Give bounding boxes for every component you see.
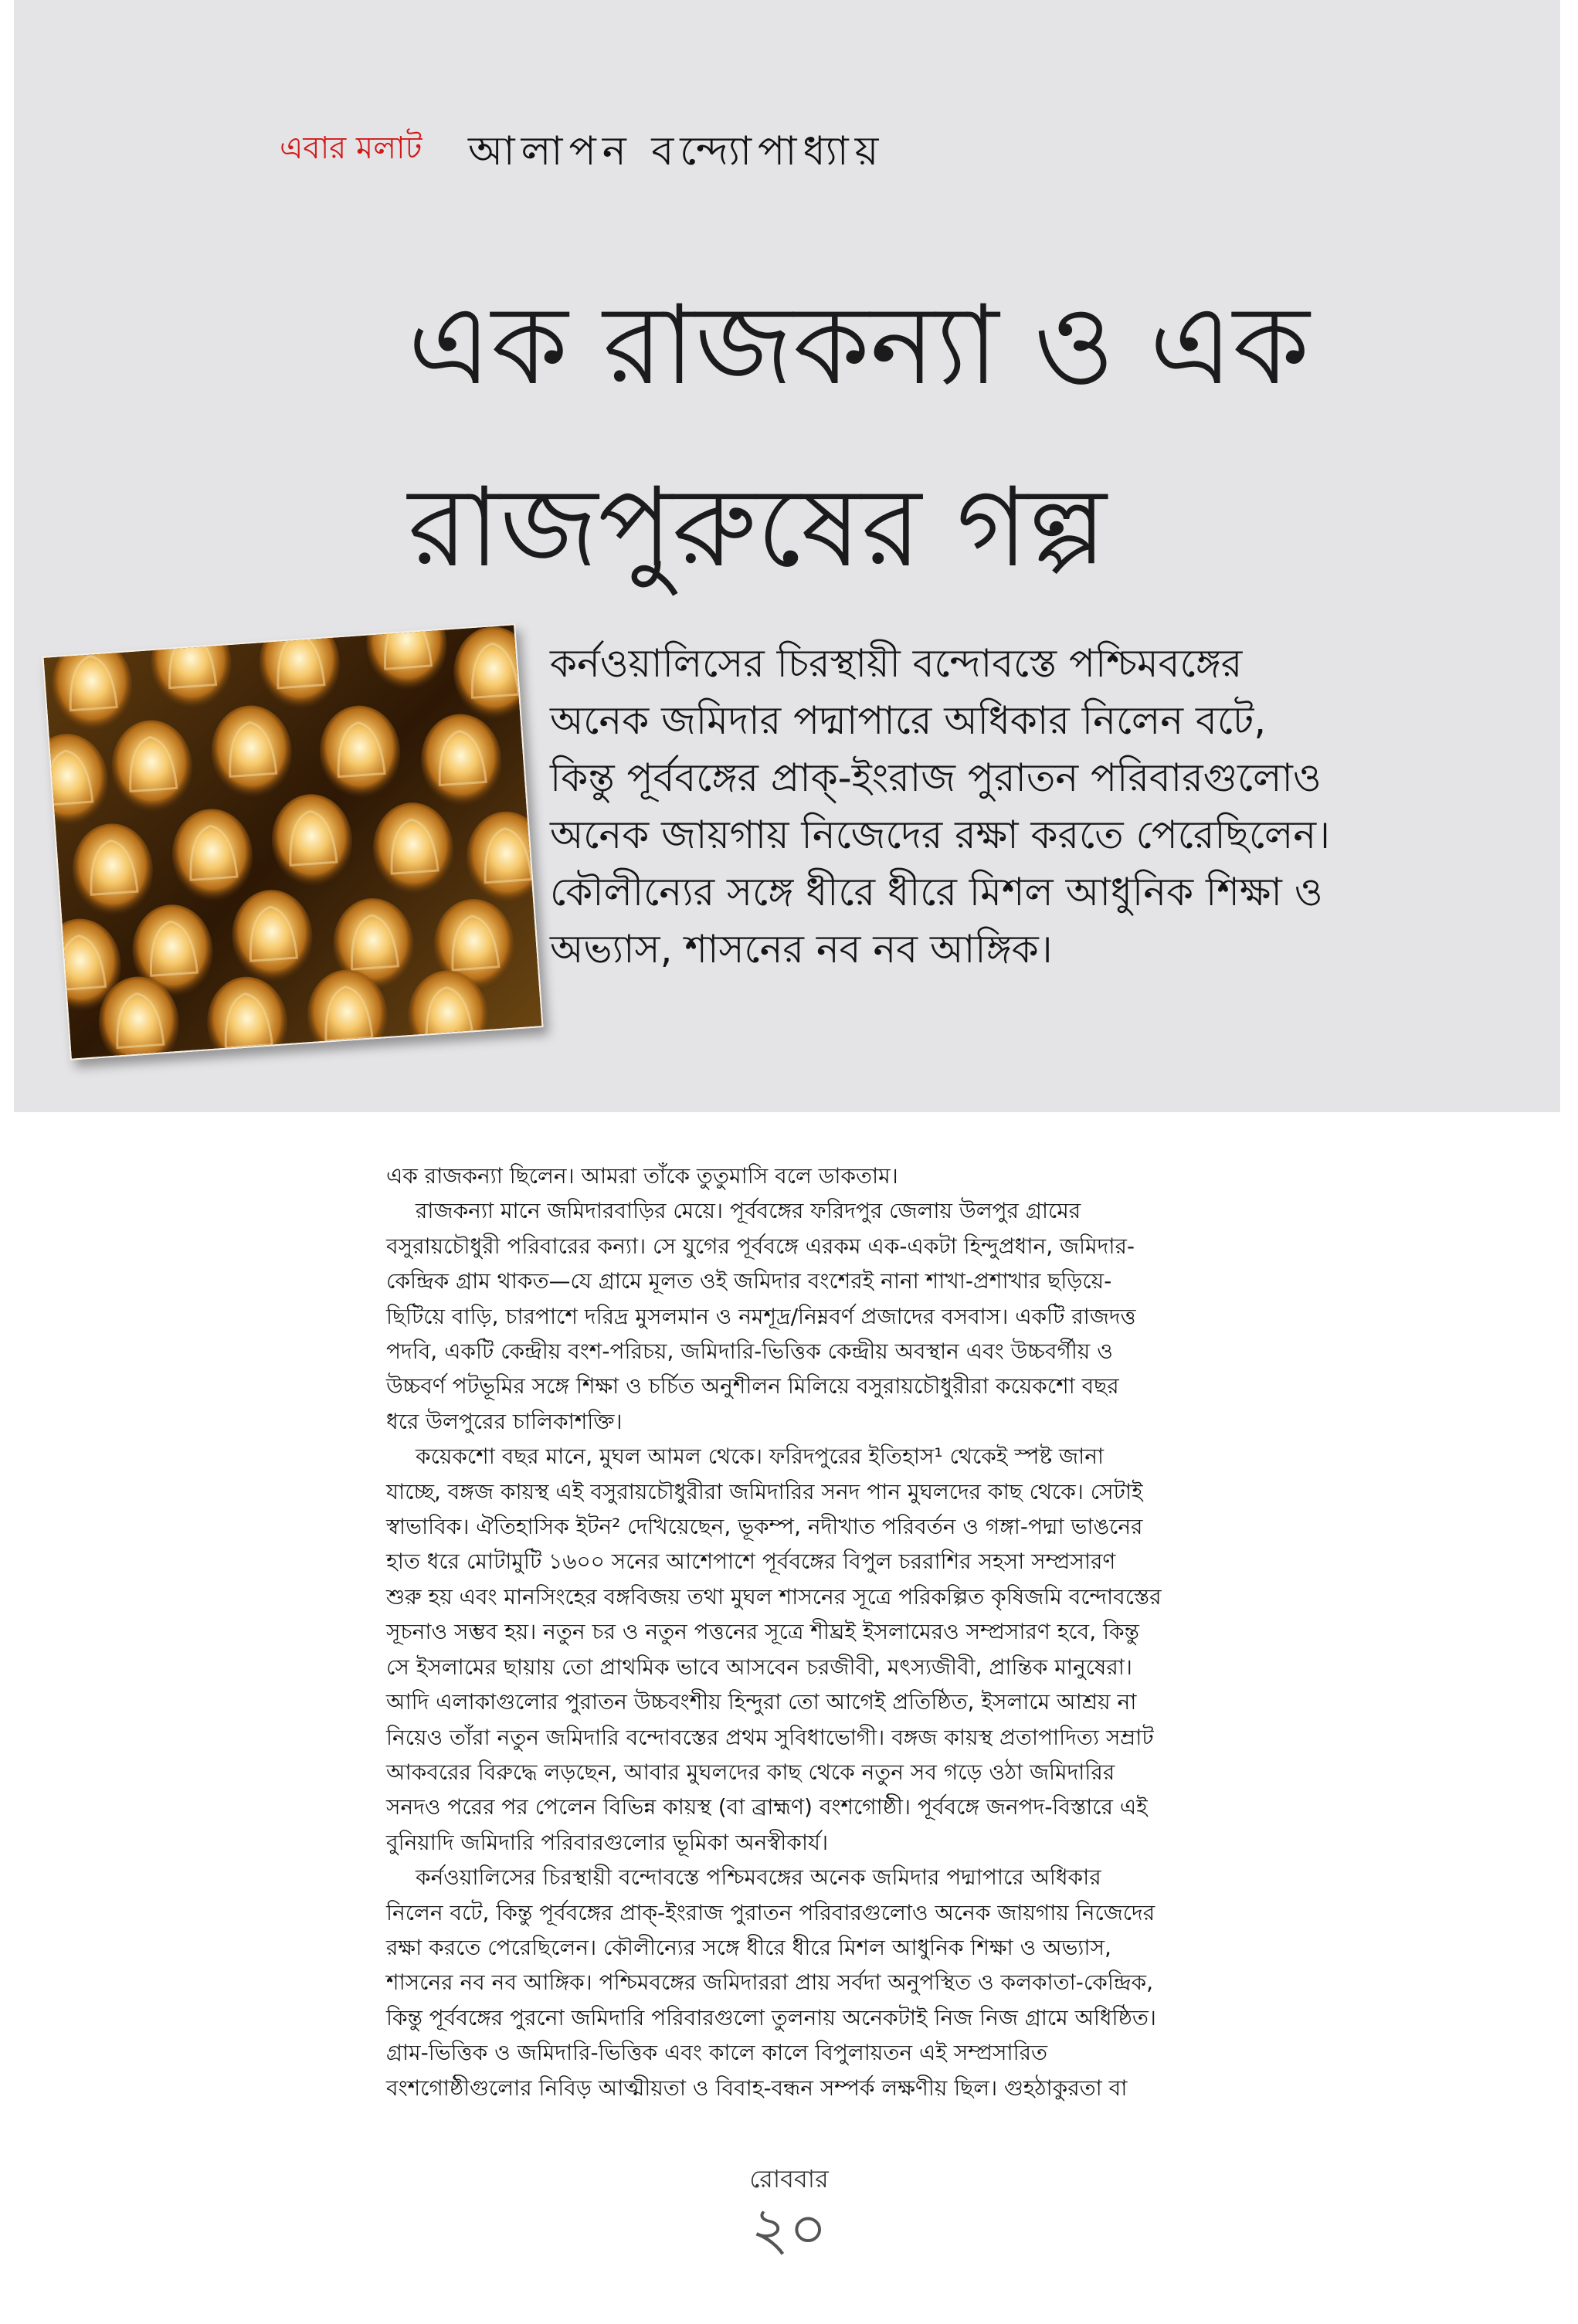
- standfirst: [550, 635, 1508, 978]
- author-byline: আলাপন বন্দ্যোপাধ্যায়: [468, 128, 885, 175]
- body-line: কয়েকশো বছর মানে, মুঘল আমল থেকে। ফরিদপুরের ইতিহাস¹ থেকেই স্পষ্ট জানা: [416, 1444, 1105, 1470]
- headline-line-2: রাজপুরুষের গল্প: [408, 464, 1107, 592]
- publication-name: রোববার: [749, 2164, 829, 2193]
- body-line: আদি এলাকাগুলোর পুরাতন উচ্চবংশীয় হিন্দুরা তো আগেই প্রতিষ্ঠিত, ইসলামে আশ্রয় না: [386, 1689, 1137, 1715]
- body-line: হাত ধরে মোটামুটি ১৬০০ সনের আশেপাশে পূর্ববঙ্গের বিপুল চররাশির সহসা সম্প্রসারণ: [386, 1549, 1116, 1575]
- chandelier-photo: [42, 623, 543, 1060]
- body-line: বুনিয়াদি জমিদারি পরিবারগুলোর ভূমিকা অনস্বীকার্য।: [386, 1829, 829, 1855]
- body-line: সূচনাও সম্ভব হয়। নতুন চর ও নতুন পত্তনের সূত্রে শীঘ্রই ইসলামেরও সম্প্রসারণ হবে, কিন্তু: [386, 1619, 1139, 1645]
- body-line: এক রাজকন্যা ছিলেন। আমরা তাঁকে তুতুমাসি বলে ডাকতাম।: [386, 1163, 898, 1189]
- body-line: বসুরায়চৌধুরী পরিবারের কন্যা। সে যুগের পূর্ববঙ্গে এরকম এক-একটা হিন্দুপ্রধান, জমিদার-: [386, 1233, 1135, 1259]
- body-line: বংশগোষ্ঠীগুলোর নিবিড় আত্মীয়তা ও বিবাহ-বন্ধন সম্পর্ক লক্ষণীয় ছিল। গুহঠাকুরতা বা: [386, 2075, 1128, 2101]
- standfirst-line: অনেক জমিদার পদ্মাপারে অধিকার নিলেন বটে,: [550, 698, 1267, 743]
- body-line: কর্নওয়ালিসের চিরস্থায়ী বন্দোবস্তে পশ্চিমবঙ্গের অনেক জমিদার পদ্মাপারে অধিকার: [416, 1864, 1101, 1891]
- body-line: সে ইসলামের ছায়ায় তো প্রাথমিক ভাবে আসবেন চরজীবী, মৎস্যজীবী, প্রান্তিক মানুষেরা।: [386, 1654, 1132, 1680]
- body-line: ছিটিয়ে বাড়ি, চারপাশে দরিদ্র মুসলমান ও নমশূদ্র/নিম্নবর্ণ প্রজাদের বসবাস। একটি রাজদত্ত: [386, 1303, 1136, 1329]
- body-line: রাজকন্যা মানে জমিদারবাড়ির মেয়ে। পূর্ববঙ্গের ফরিদপুর জেলায় উলপুর গ্রামের: [416, 1198, 1081, 1224]
- body-line: গ্রাম-ভিত্তিক ও জমিদারি-ভিত্তিক এবং কালে কালে বিপুলায়তন এই সম্প্রসারিত: [386, 2040, 1048, 2066]
- standfirst-line: কৌলীন্যের সঙ্গে ধীরে ধীরে মিশল আধুনিক শিক্ষা ও: [550, 870, 1323, 914]
- body-line: ধরে উলপুরের চালিকাশক্তি।: [386, 1408, 623, 1434]
- standfirst-line: অনেক জায়গায় নিজেদের রক্ষা করতে পেরেছিলেন।: [550, 813, 1331, 857]
- body-line: উচ্চবর্ণ পটভূমির সঙ্গে শিক্ষা ও চর্চিত অনুশীলন মিলিয়ে বসুরায়চৌধুরীরা কয়েকশো বছর: [386, 1373, 1119, 1399]
- body-line: শাসনের নব নব আঙ্গিক। পশ্চিমবঙ্গের জমিদাররা প্রায় সর্বদা অনুপস্থিত ও কলকাতা-কেন্দ্রিক,: [386, 1969, 1153, 1996]
- section-label: এবার মলাট: [280, 131, 422, 166]
- standfirst-line: কর্নওয়ালিসের চিরস্থায়ী বন্দোবস্তে পশ্চিমবঙ্গের: [550, 641, 1243, 686]
- page-number: ২০: [751, 2194, 827, 2263]
- body-line: যাচ্ছে, বঙ্গজ কায়স্থ এই বসুরায়চৌধুরীরা জমিদারির সনদ পান মুঘলদের কাছ থেকে। সেটাই: [386, 1478, 1143, 1505]
- body-line: রক্ষা করতে পেরেছিলেন। কৌলীন্যের সঙ্গে ধীরে ধীরে মিশল আধুনিক শিক্ষা ও অভ্যাস,: [386, 1934, 1111, 1960]
- body-line: আকবরের বিরুদ্ধে লড়ছেন, আবার মুঘলদের কাছ থেকে নতুন সব গড়ে ওঠা জমিদারির: [386, 1759, 1115, 1785]
- headline: [408, 255, 1520, 619]
- body-line: কিন্তু পূর্ববঙ্গের পুরনো জমিদারি পরিবারগুলো তুলনায় অনেকটাই নিজ নিজ গ্রামে অধিষ্ঠিত।: [386, 2004, 1156, 2031]
- body-line: স্বাভাবিক। ঐতিহাসিক ইটন² দেখিয়েছেন, ভূকম্প, নদীখাত পরিবর্তন ও গঙ্গা-পদ্মা ভাঙনের: [386, 1514, 1143, 1540]
- body-line: পদবি, একটি কেন্দ্রীয় বংশ-পরিচয়, জমিদারি-ভিত্তিক কেন্দ্রীয় অবস্থান এবং উচ্চবর্গীয় ও: [386, 1338, 1113, 1365]
- headline-line-1: এক রাজকন্যা ও এক: [408, 282, 1310, 409]
- body-line: শুরু হয় এবং মানসিংহের বঙ্গবিজয় তথা মুঘল শাসনের সূত্রে পরিকল্পিত কৃষিজমি বন্দোবস্তের: [386, 1583, 1162, 1610]
- body-line: কেন্দ্রিক গ্রাম থাকত—যে গ্রামে মূলত ওই জমিদার বংশেরই নানা শাখা-প্রশাখার ছড়িয়ে-: [386, 1268, 1112, 1294]
- article-body: [386, 1159, 1282, 2105]
- standfirst-line: অভ্যাস, শাসনের নব নব আঙ্গিক।: [550, 927, 1053, 972]
- body-line: নিয়েও তাঁরা নতুন জমিদারি বন্দোবস্তের প্রথম সুবিধাভোগী। বঙ্গজ কায়স্থ প্রতাপাদিত্য সম্রাট: [386, 1724, 1154, 1750]
- body-line: সনদও পরের পর পেলেন বিভিন্ন কায়স্থ (বা ব্রাহ্মণ) বংশগোষ্ঠী। পূর্ববঙ্গে জনপদ-বিস্তারে এই: [386, 1794, 1148, 1820]
- body-line: নিলেন বটে, কিন্তু পূর্ববঙ্গের প্রাক্-ইংরাজ পুরাতন পরিবারগুলোও অনেক জায়গায় নিজেদের: [386, 1899, 1156, 1925]
- chandelier-photo-art: [44, 625, 542, 1058]
- standfirst-line: কিন্তু পূর্ববঙ্গের প্রাক্-ইংরাজ পুরাতন পরিবারগুলোও: [550, 755, 1322, 800]
